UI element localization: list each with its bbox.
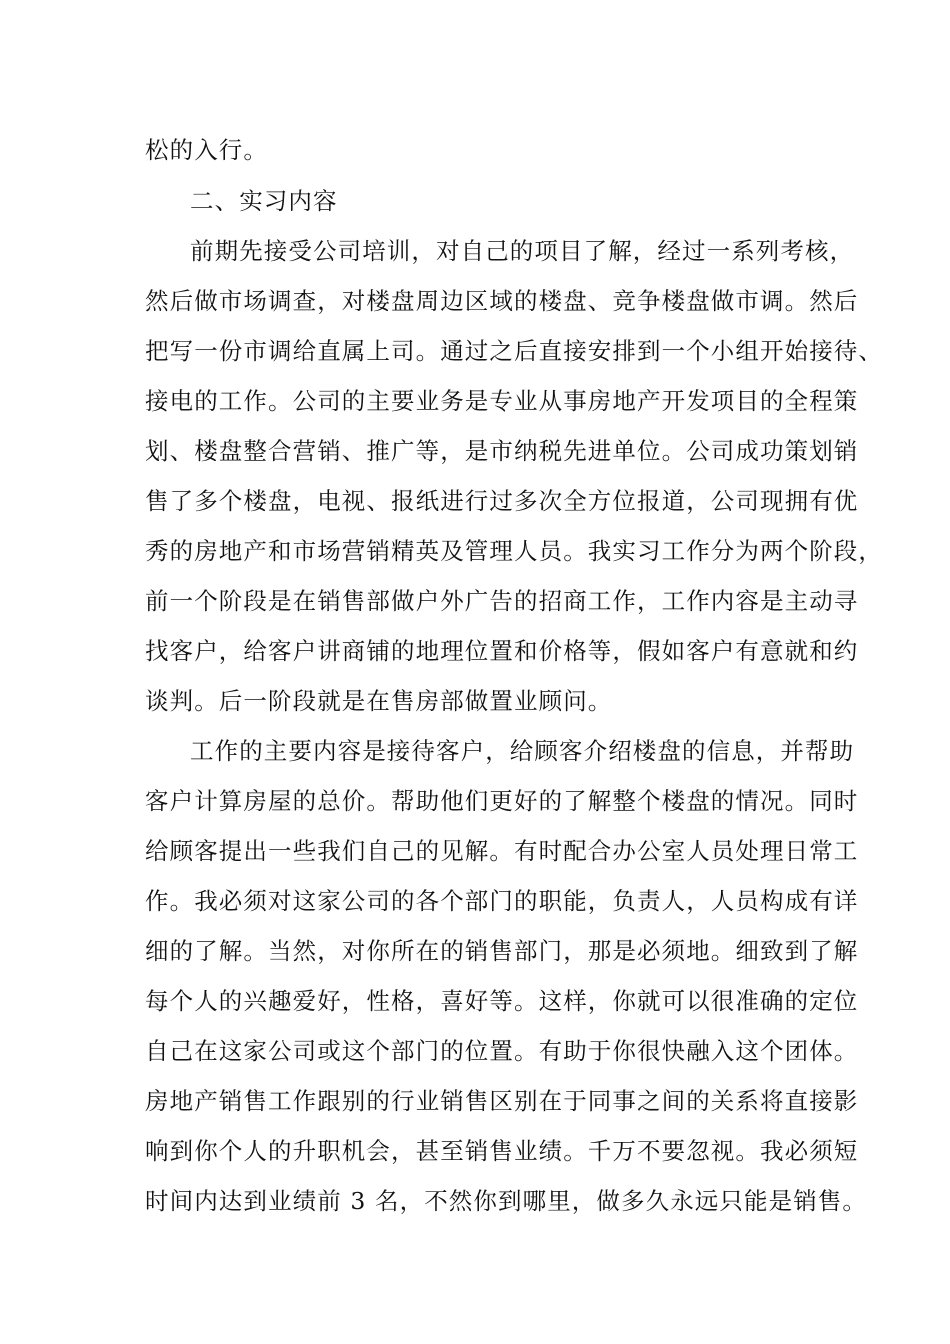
text-line: 把写一份市调给直属上司。通过之后直接安排到一个小组开始接待、 (145, 337, 883, 365)
text-line: 工作的主要内容是接待客户，给顾客介绍楼盘的信息，并帮助 (190, 737, 855, 765)
text-line: 自己在这家公司或这个部门的位置。有助于你很快融入这个团体。 (145, 1037, 859, 1065)
text-line: 找客户，给客户讲商铺的地理位置和价格等，假如客户有意就和约 (145, 637, 859, 665)
section-heading: 二、实习内容 (190, 187, 338, 215)
text-line: 前期先接受公司培训，对自己的项目了解，经过一系列考核， (190, 237, 855, 265)
text-line: 划、楼盘整合营销、推广等，是市纳税先进单位。公司成功策划销 (145, 437, 859, 465)
text-line: 给顾客提出一些我们自己的见解。有时配合办公室人员处理日常工 (145, 837, 859, 865)
text-line: 作。我必须对这家公司的各个部门的职能，负责人，人员构成有详 (145, 887, 859, 915)
text-line: 每个人的兴趣爱好，性格，喜好等。这样，你就可以很准确的定位 (145, 987, 859, 1015)
text-line: 客户计算房屋的总价。帮助他们更好的了解整个楼盘的情况。同时 (145, 787, 859, 815)
text-line: 谈判。后一阶段就是在售房部做置业顾问。 (145, 687, 613, 715)
text-line: 时间内达到业绩前 3 名，不然你到哪里，做多久永远只能是销售。 (145, 1187, 867, 1215)
text-line: 秀的房地产和市场营销精英及管理人员。我实习工作分为两个阶段， (145, 537, 883, 565)
text-line: 售了多个楼盘，电视、报纸进行过多次全方位报道，公司现拥有优 (145, 487, 859, 515)
text-line: 细的了解。当然，对你所在的销售部门，那是必须地。细致到了解 (145, 937, 859, 965)
text-line: 房地产销售工作跟别的行业销售区别在于同事之间的关系将直接影 (145, 1087, 859, 1115)
text-line: 前一个阶段是在销售部做户外广告的招商工作，工作内容是主动寻 (145, 587, 859, 615)
text-line: 松的入行。 (145, 136, 268, 164)
text-line: 然后做市场调查，对楼盘周边区域的楼盘、竞争楼盘做市调。然后 (145, 287, 859, 315)
text-line: 接电的工作。公司的主要业务是专业从事房地产开发项目的全程策 (145, 387, 859, 415)
text-line: 响到你个人的升职机会，甚至销售业绩。千万不要忽视。我必须短 (145, 1137, 859, 1165)
